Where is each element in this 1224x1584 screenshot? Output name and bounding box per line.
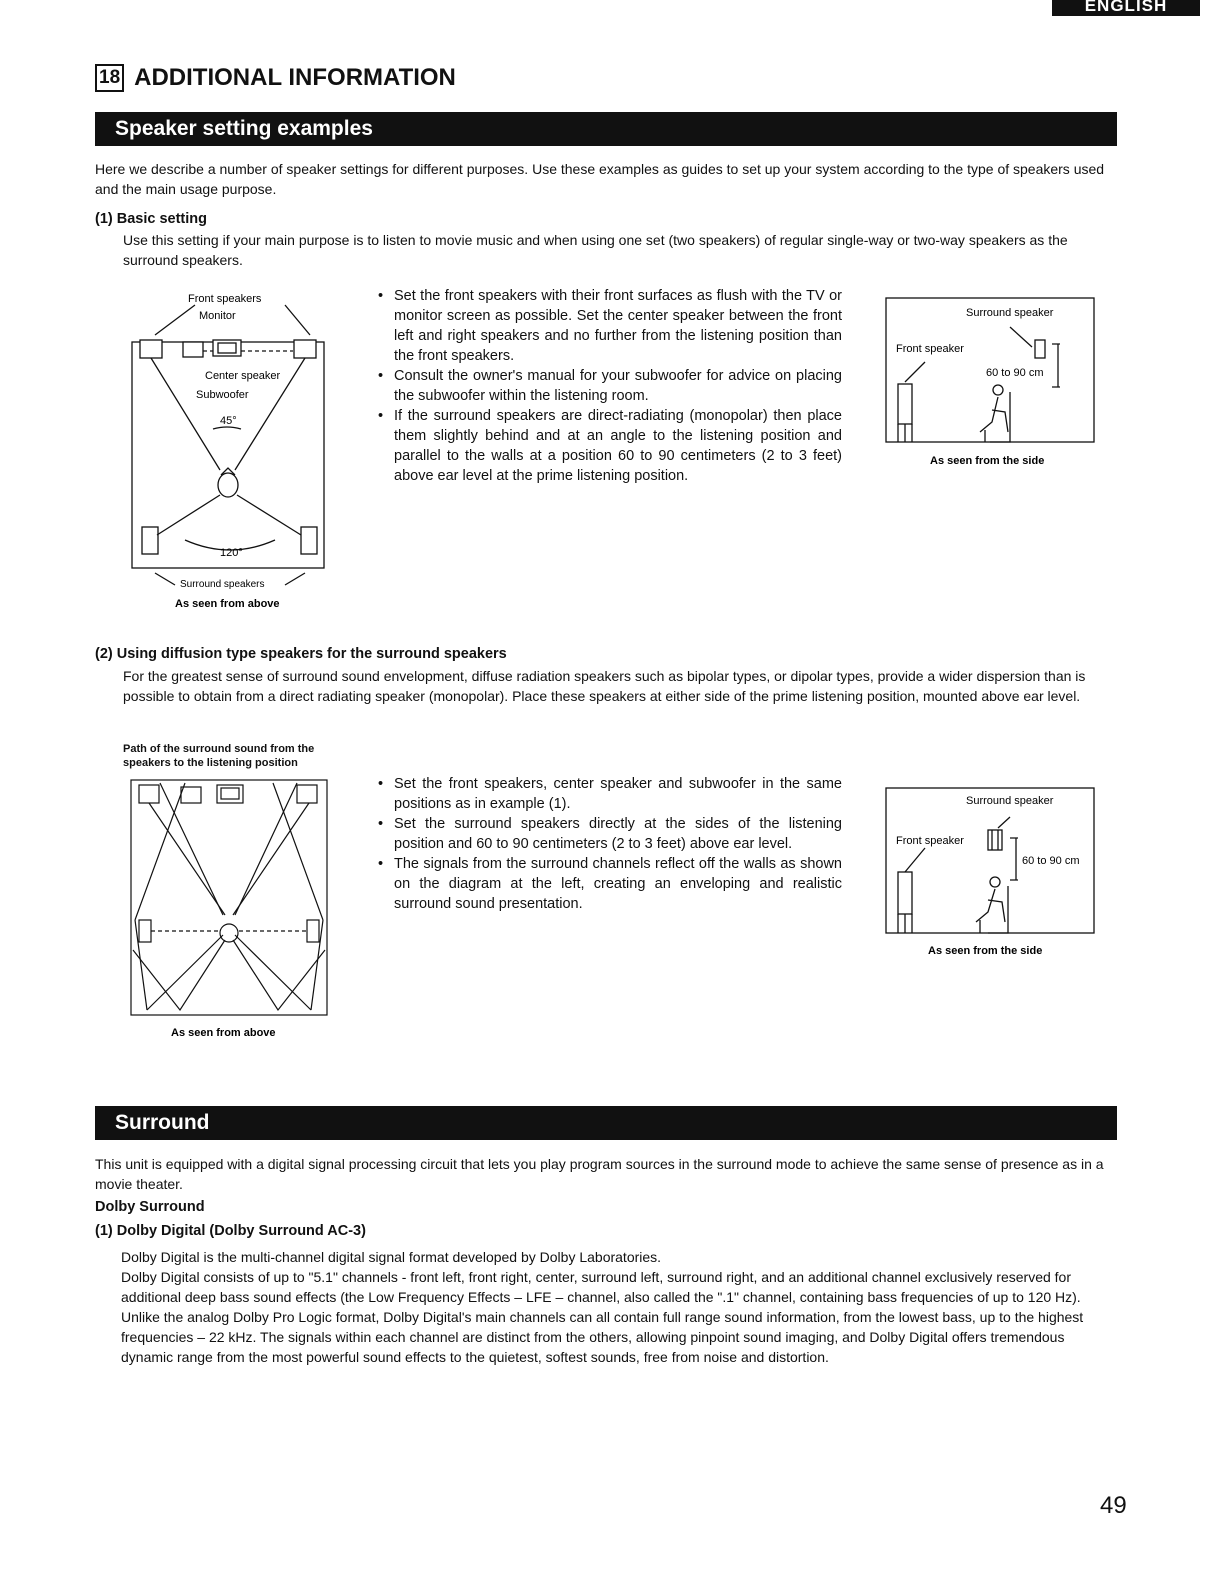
page-number: 49 (1100, 1492, 1127, 1519)
basic-bullet-1: • Set the front speakers with their front surfaces as flush with the TV or monitor screen as possible. Set the center speaker between the front left and right speakers and no further from the listening position than the front speakers. (378, 286, 842, 366)
section-heading (95, 64, 456, 92)
angle-120-label: 120° (220, 547, 243, 559)
language-tab: ENGLISH (1052, 0, 1200, 16)
basic-bullets (378, 286, 842, 486)
diffusion-bullets (378, 774, 842, 914)
angle-45-label: 45° (220, 415, 237, 427)
basic-side-caption: As seen from the side (930, 455, 1045, 467)
subwoofer-label: Subwoofer (196, 389, 249, 401)
diffusion-top-diagram (125, 775, 335, 1045)
height-label-2: 60 to 90 cm (1022, 855, 1080, 867)
center-speaker-label: Center speaker (205, 370, 281, 382)
diffusion-bullet-3: • The signals from the surround channels reflect off the walls as shown on the diagram at the left, creating an enveloping and realistic surround sound presentation. (378, 854, 842, 914)
basic-bullet-3: • If the surround speakers are direct-radiating (monopolar) then place them slightly behind and at an angle to the listening position and parallel to the walls at a position 60 to 90 centimeters (2 to 3 feet) above ear level at the prime listening position. (378, 406, 842, 486)
diffusion-side-diagram (880, 782, 1100, 962)
surround-intro: This unit is equipped with a digital signal processing circuit that lets you play program sources in the surround mode to achieve the same sense of presence as in a movie theater. (95, 1156, 1104, 1192)
diffusion-side-caption: As seen from the side (928, 945, 1043, 957)
surround-speakers-label: Surround speakers (180, 579, 265, 590)
front-speakers-label: Front speakers (188, 293, 262, 305)
surround-section-title: Surround (95, 1106, 1117, 1140)
diffusion-top-caption: As seen from above (171, 1027, 276, 1039)
path-label: Path of the surround sound from the speakers to the listening position (123, 743, 315, 769)
dolby-paragraph-3: Unlike the analog Dolby Pro Logic format, Dolby Digital's main channels can all contain full range sound information, from the lowest bass, up to the highest frequencies – 22 kHz. The signals within each channel are distinct from the others, allowing pinpoint sound imaging, and Dolby Digital offers tremendous dynamic range from the most powerful sound effects to the quietest, softest sounds, free from noise and distortion. (121, 1309, 1084, 1365)
height-label: 60 to 90 cm (986, 367, 1044, 379)
dolby-paragraph-1: Dolby Digital is the multi-channel digital signal format developed by Dolby Laboratories. (121, 1249, 662, 1265)
dolby-digital-heading: (1) Dolby Digital (Dolby Surround AC-3) (95, 1223, 366, 1239)
basic-text: Use this setting if your main purpose is to listen to movie music and when using one set (two speakers) of regular single-way or two-way speakers as the surround speakers. (123, 232, 1068, 268)
diffusion-bullet-2: • Set the surround speakers directly at the sides of the listening position and 60 to 90 centimeters (2 to 3 feet) above ear level. (378, 814, 842, 854)
front-speaker-label: Front speaker (896, 343, 964, 355)
section-title: ADDITIONAL INFORMATION (134, 64, 456, 91)
basic-bullet-2: • Consult the owner's manual for your subwoofer for advice on placing the subwoofer within the listening room. (378, 366, 842, 406)
surround-speaker-label: Surround speaker (966, 307, 1054, 319)
basic-heading: (1) Basic setting (95, 211, 207, 227)
dolby-paragraph-2: Dolby Digital consists of up to "5.1" channels - front left, front right, center, surround left, surround right, and an additional channel exclusively reserved for additional deep bass sound effects (the Low Frequency Effects – LFE – channel, also called the ".1" channel, containing bass frequencies of up to 120 Hz). (121, 1269, 1081, 1305)
speaker-section-title: Speaker setting examples (95, 112, 1117, 146)
dolby-surround-heading: Dolby Surround (95, 1199, 205, 1215)
front-speaker-label-2: Front speaker (896, 835, 964, 847)
diffusion-bullet-1: • Set the front speakers, center speaker and subwoofer in the same positions as in example (1). (378, 774, 842, 814)
monitor-label: Monitor (199, 310, 236, 322)
diffusion-text: For the greatest sense of surround sound envelopment, diffuse radiation speakers such as bipolar types, or dipolar types, provide a wider dispersion than is possible to obtain from a direct radiating speaker (monopolar). Place these speakers at either side of the prime listening position, mounted above ear level. (123, 668, 1086, 704)
section-number: 18 (95, 64, 124, 92)
basic-side-diagram (880, 292, 1100, 472)
basic-top-caption: As seen from above (175, 598, 280, 610)
surround-speaker-label-2: Surround speaker (966, 795, 1054, 807)
diffusion-heading: (2) Using diffusion type speakers for the surround speakers (95, 646, 507, 662)
dolby-digital-body (121, 1247, 1117, 1367)
basic-top-diagram (125, 285, 335, 615)
speaker-intro: Here we describe a number of speaker settings for different purposes. Use these examples as guides to set up your system according to the type of speakers used and the main usage purpose. (95, 161, 1105, 197)
